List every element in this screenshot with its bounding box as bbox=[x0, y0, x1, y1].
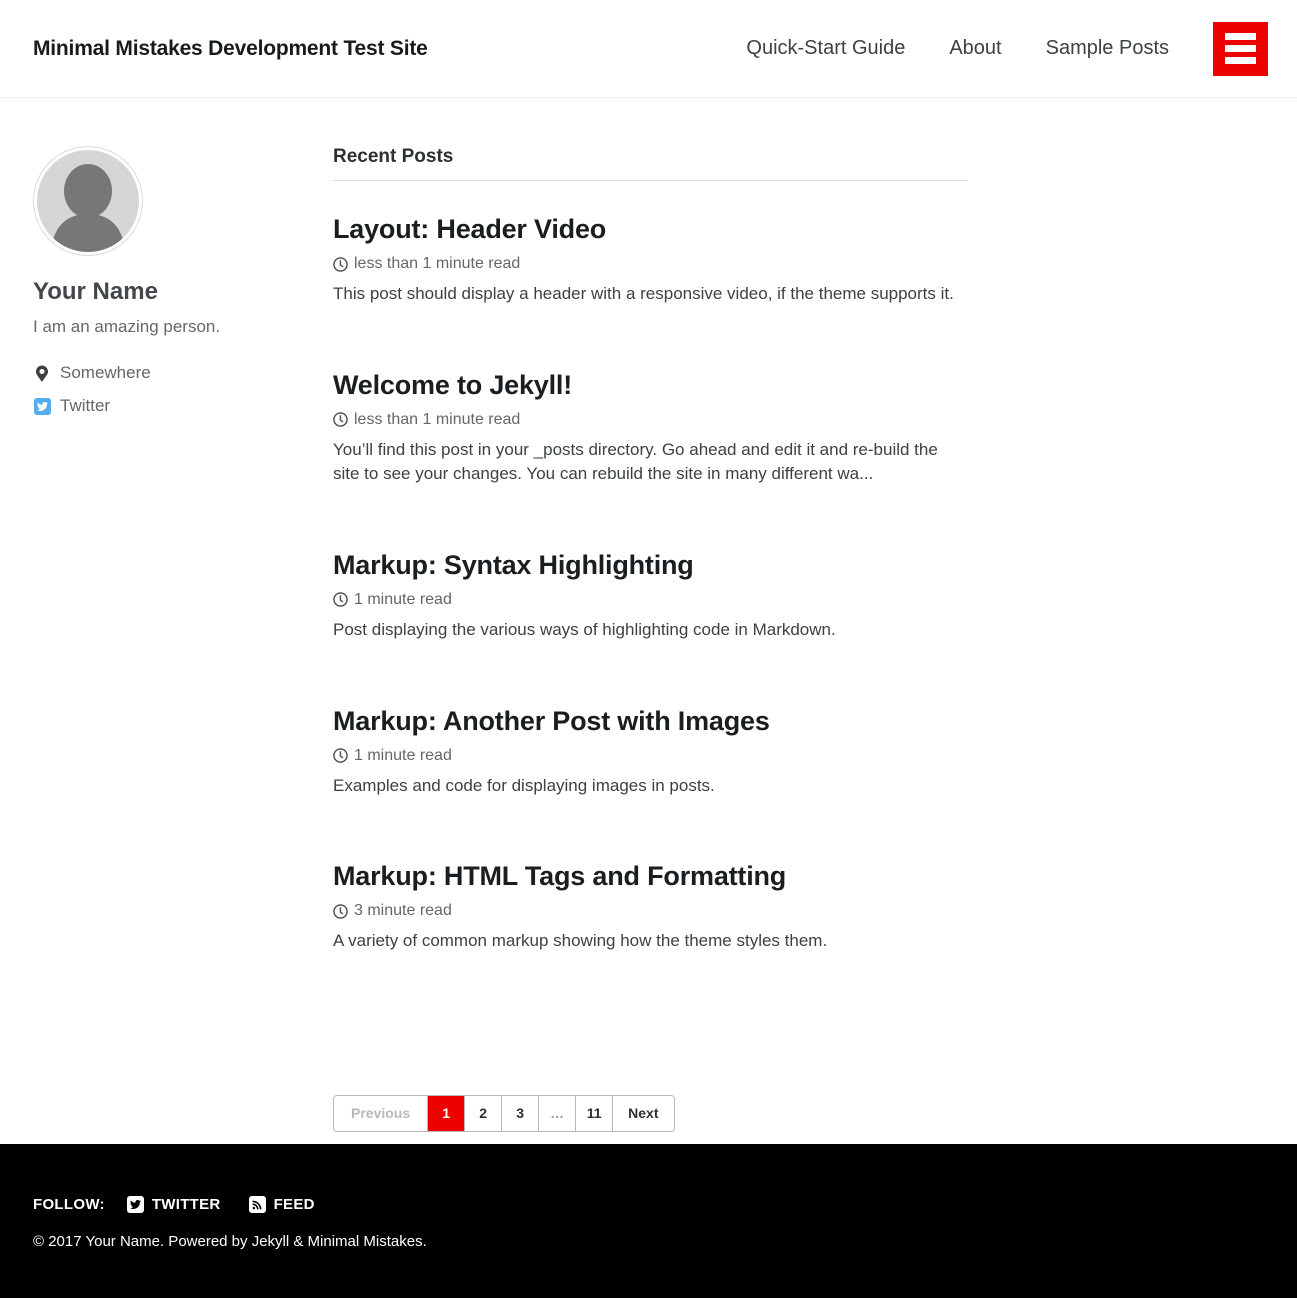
author-sidebar bbox=[33, 146, 333, 1132]
nav-item-quick-start-guide[interactable]: Quick-Start Guide bbox=[746, 37, 906, 59]
post-read-time: 3 minute read bbox=[354, 902, 452, 920]
footer-follow-row bbox=[33, 1196, 1264, 1213]
page-body bbox=[0, 98, 1297, 1132]
jekyll-link[interactable]: Jekyll bbox=[251, 1233, 290, 1250]
post-read-time: less than 1 minute read bbox=[354, 410, 521, 428]
minimal-mistakes-link[interactable]: Minimal Mistakes bbox=[307, 1233, 423, 1250]
post-read-time: 1 minute read bbox=[354, 590, 452, 608]
author-links bbox=[33, 363, 333, 416]
post-title-link[interactable]: Welcome to Jekyll! bbox=[333, 369, 572, 400]
author-location bbox=[33, 363, 333, 383]
main-content bbox=[333, 146, 968, 1132]
footer-twitter-label[interactable]: TWITTER bbox=[151, 1196, 221, 1213]
clock-icon bbox=[333, 257, 348, 272]
footer-twitter-link[interactable] bbox=[127, 1196, 221, 1213]
post-meta bbox=[333, 411, 968, 429]
clock-icon bbox=[333, 748, 348, 763]
post-item bbox=[333, 370, 968, 487]
avatar-silhouette-icon bbox=[37, 150, 139, 252]
hamburger-menu-button[interactable] bbox=[1213, 22, 1268, 76]
rss-feed-icon bbox=[249, 1196, 266, 1213]
primary-nav bbox=[746, 22, 1268, 76]
author-bio: I am an amazing person. bbox=[33, 317, 221, 336]
post-item bbox=[333, 706, 968, 799]
post-title-link[interactable]: Markup: Syntax Highlighting bbox=[333, 549, 694, 580]
post-excerpt: A variety of common markup showing how the theme styles them. bbox=[333, 931, 828, 951]
nav-item-about[interactable]: About bbox=[949, 37, 1002, 59]
post-excerpt: Examples and code for displaying images in posts. bbox=[333, 775, 715, 795]
post-meta bbox=[333, 747, 968, 765]
nav-item-sample-posts[interactable]: Sample Posts bbox=[1045, 37, 1169, 59]
post-item bbox=[333, 550, 968, 643]
author-twitter-label[interactable]: Twitter bbox=[60, 396, 111, 415]
footer-copyright bbox=[33, 1233, 1264, 1250]
copyright-text: © 2017 Your Name. Powered by bbox=[33, 1233, 252, 1250]
pagination-ellipsis: … bbox=[539, 1096, 576, 1131]
post-read-time: 1 minute read bbox=[354, 746, 452, 764]
post-item bbox=[333, 861, 968, 954]
post-meta bbox=[333, 255, 968, 273]
clock-icon bbox=[333, 412, 348, 427]
site-footer bbox=[0, 1144, 1297, 1298]
post-excerpt: This post should display a header with a responsive video, if the theme supports it. bbox=[333, 284, 954, 303]
post-item bbox=[333, 214, 968, 307]
post-title-link[interactable]: Layout: Header Video bbox=[333, 214, 607, 244]
footer-feed-label[interactable]: FEED bbox=[273, 1196, 315, 1213]
post-meta bbox=[333, 902, 968, 920]
post-meta bbox=[333, 591, 968, 609]
post-title-link[interactable]: Markup: HTML Tags and Formatting bbox=[333, 861, 787, 892]
author-name: Your Name bbox=[33, 278, 158, 305]
pagination-previous-button: Previous bbox=[334, 1096, 428, 1131]
avatar bbox=[33, 146, 143, 256]
pagination-page-1-active: 1 bbox=[428, 1096, 465, 1131]
map-marker-icon bbox=[33, 365, 51, 382]
post-excerpt: You’ll find this post in your _posts directory. Go ahead and edit it and re-build the site to see your changes. You can rebuild the site in many different wa... bbox=[333, 439, 938, 484]
post-title-link[interactable]: Markup: Another Post with Images bbox=[333, 705, 770, 736]
copyright-period: . bbox=[422, 1233, 427, 1250]
author-twitter-link[interactable] bbox=[33, 396, 333, 416]
pagination-page-3[interactable]: 3 bbox=[502, 1096, 539, 1131]
hamburger-icon bbox=[1225, 33, 1256, 40]
copyright-separator: & bbox=[289, 1233, 308, 1250]
recent-posts-heading: Recent Posts bbox=[333, 146, 968, 181]
pagination bbox=[333, 1095, 675, 1132]
post-excerpt: Post displaying the various ways of highlighting code in Markdown. bbox=[333, 619, 836, 639]
author-location-label: Somewhere bbox=[60, 363, 151, 382]
twitter-icon bbox=[33, 398, 51, 415]
footer-feed-link[interactable] bbox=[249, 1196, 315, 1213]
twitter-icon bbox=[127, 1196, 144, 1213]
post-read-time: less than 1 minute read bbox=[354, 255, 521, 272]
pagination-page-2[interactable]: 2 bbox=[465, 1096, 502, 1131]
follow-label: FOLLOW: bbox=[33, 1196, 105, 1213]
pagination-next-button[interactable]: Next bbox=[613, 1096, 673, 1131]
site-title[interactable]: Minimal Mistakes Development Test Site bbox=[33, 36, 428, 60]
clock-icon bbox=[333, 592, 348, 607]
clock-icon bbox=[333, 904, 348, 919]
pagination-page-11[interactable]: 11 bbox=[576, 1096, 613, 1131]
masthead bbox=[0, 0, 1297, 98]
